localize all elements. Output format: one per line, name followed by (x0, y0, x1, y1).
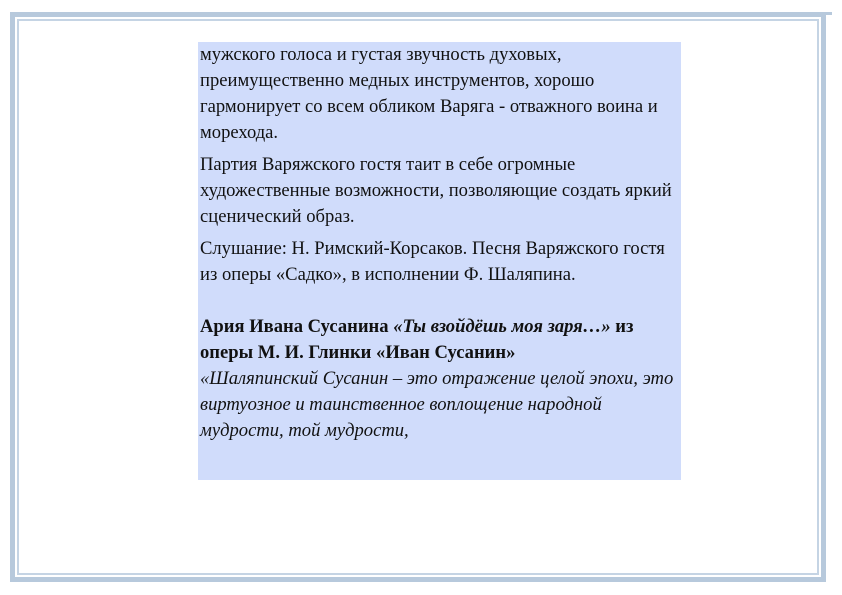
slide-frame-corner (818, 12, 832, 22)
aria-heading-title: Ария Ивана Сусанина (200, 316, 394, 337)
paragraph-voice-description: мужского голоса и густая звучность духовых, преимущественно медных инструментов, хорошо гармонирует со всем обликом Варяга - отважного воина и морехода. (200, 44, 658, 143)
paragraph-varangian-part: Партия Варяжского гостя таит в себе огромные художественные возможности, позволяющие создать яркий сценический образ. (200, 154, 672, 227)
paragraph-listening: Слушание: Н. Римский-Корсаков. Песня Варяжского гостя из оперы «Садко», в исполнении Ф. Шаляпина. (200, 238, 665, 285)
aria-heading (200, 314, 675, 366)
aria-heading-song: «Ты взойдёшь моя заря…» (393, 316, 611, 337)
text-box (198, 42, 681, 480)
aria-heading-opera: из оперы М. И. Глинки «Иван Сусанин» (200, 316, 634, 363)
quote-text: «Шаляпинский Сусанин – это отражение целой эпохи, это виртуозное и таинственное воплощение народной мудрости, той мудрости, (200, 368, 674, 441)
